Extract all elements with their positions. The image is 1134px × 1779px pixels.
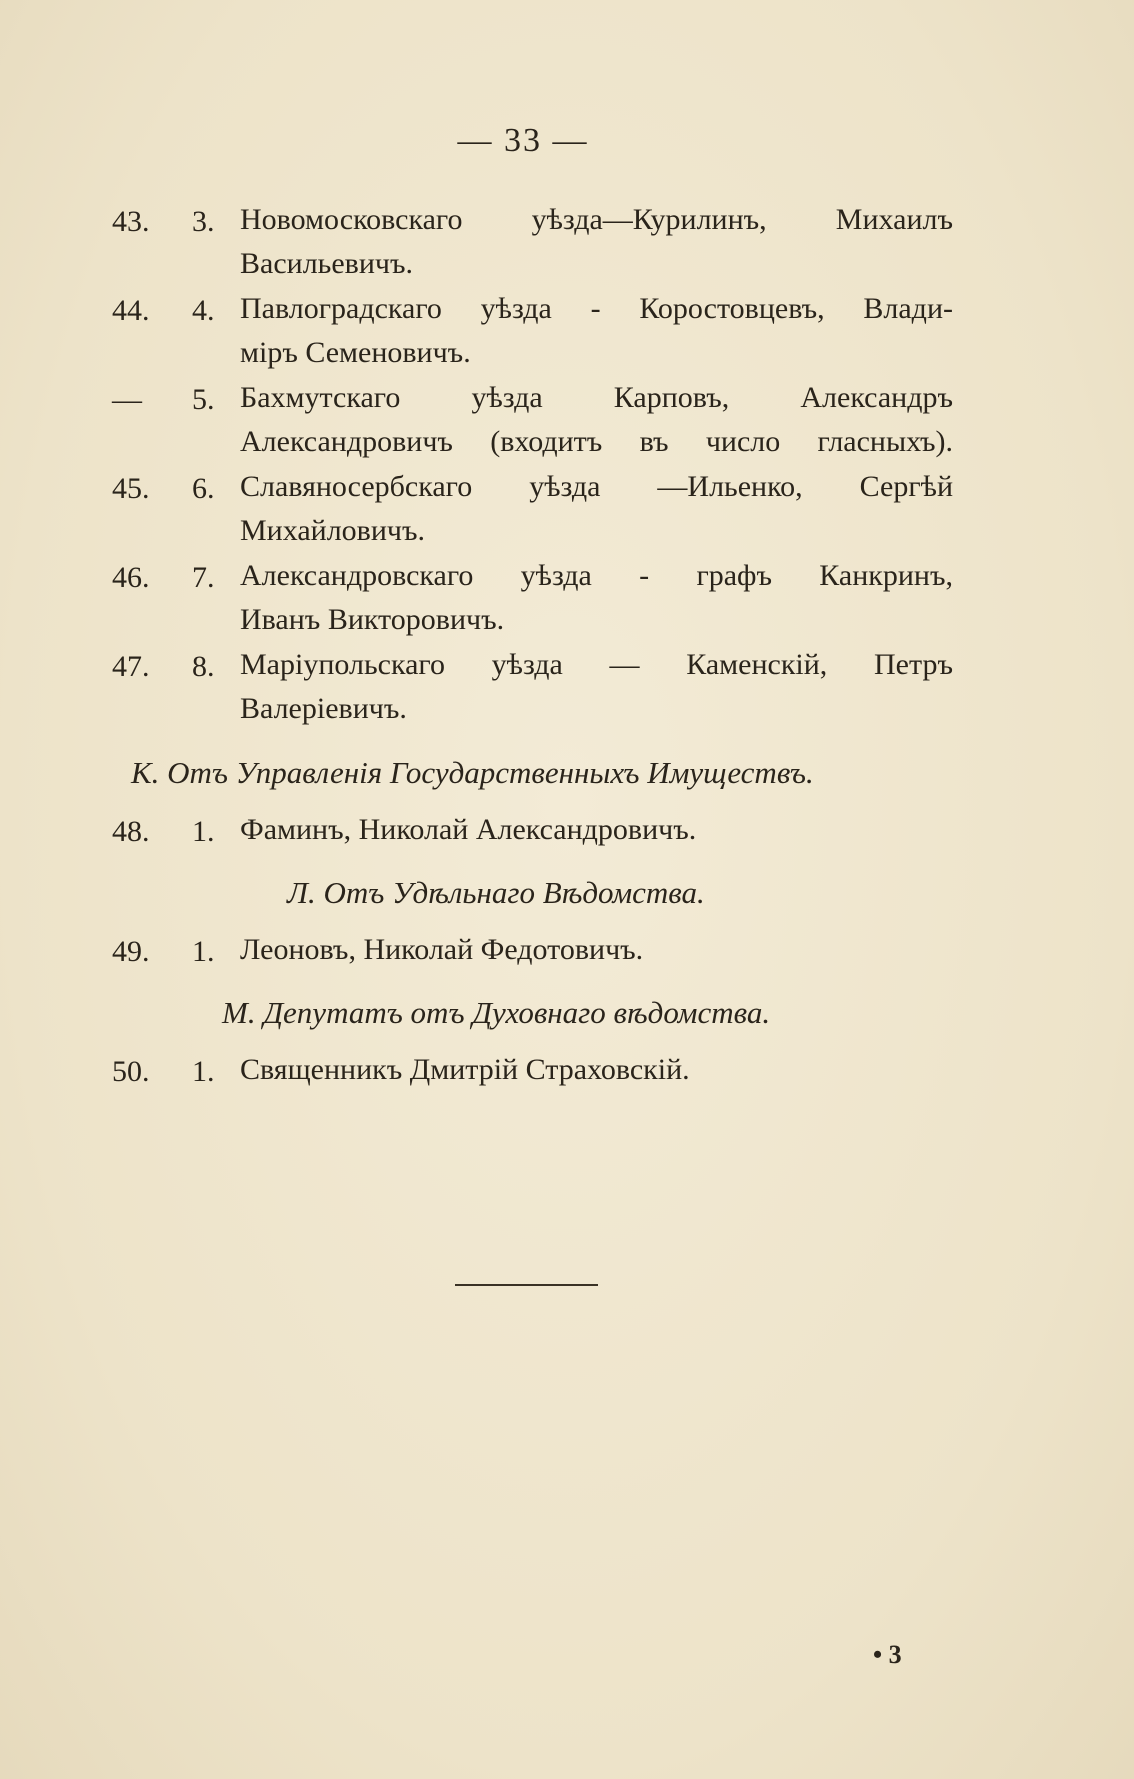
entry-text xyxy=(240,287,953,375)
entry-line: Новомосковскаго уѣзда—Курилинъ, Михаилъ xyxy=(240,203,953,236)
entry-text xyxy=(240,376,953,464)
entry-line: Михайловичъ. xyxy=(240,514,425,547)
section-heading: К. Отъ Управленія Государственныхъ Имуществъ. xyxy=(131,755,814,790)
entry-number: 45. xyxy=(112,472,150,505)
entry-line: Фаминъ, Николай Александровичъ. xyxy=(240,813,697,846)
section-heading: Л. Отъ Удѣльнаго Вѣдомства. xyxy=(287,875,705,910)
entry-index: 8. xyxy=(192,650,215,683)
entry-text xyxy=(240,928,953,972)
entry-index: 4. xyxy=(192,294,215,327)
entry-text xyxy=(240,465,953,553)
entry-line: Васильевичъ. xyxy=(240,247,413,280)
entry-text xyxy=(240,643,953,731)
entry-index: 1. xyxy=(192,815,215,848)
entry-number: 50. xyxy=(112,1055,150,1088)
entry-number: 48. xyxy=(112,815,150,848)
entry-line: Александровскаго уѣзда - графъ Канкринъ, xyxy=(240,559,953,592)
section-divider xyxy=(455,1284,598,1286)
entry-index: 1. xyxy=(192,1055,215,1088)
entry-text xyxy=(240,1048,953,1092)
entry-line: Леоновъ, Николай Федотовичъ. xyxy=(240,933,644,966)
entry-number: 47. xyxy=(112,650,150,683)
entry-number: 44. xyxy=(112,294,150,327)
entry-index: 3. xyxy=(192,205,215,238)
entry-line: Маріупольскаго уѣзда — Каменскій, Петръ xyxy=(240,648,953,681)
entry-number: 46. xyxy=(112,561,150,594)
entry-line: Бахмутскаго уѣзда Карповъ, Александръ xyxy=(240,381,953,414)
signature-mark: • 3 xyxy=(873,1640,902,1669)
entry-line: Славяносербскаго уѣзда —Ильенко, Сергѣй xyxy=(240,470,953,503)
entry-number: — xyxy=(112,383,142,416)
entry-line: Иванъ Викторовичъ. xyxy=(240,603,505,636)
entry-line: Александровичъ (входитъ въ число гласныхъ). xyxy=(240,425,953,458)
entry-index: 7. xyxy=(192,561,215,594)
entry-line: Павлоградскаго уѣзда - Коростовцевъ, Влади- xyxy=(240,292,953,325)
entry-index: 1. xyxy=(192,935,215,968)
entry-text xyxy=(240,554,953,642)
entry-text xyxy=(240,198,953,286)
entry-index: 5. xyxy=(192,383,215,416)
entry-text xyxy=(240,808,953,852)
entry-line: міръ Семеновичъ. xyxy=(240,336,471,369)
entry-number: 49. xyxy=(112,935,150,968)
entry-line: Валеріевичъ. xyxy=(240,692,407,725)
entry-index: 6. xyxy=(192,472,215,505)
page-number: — 33 — xyxy=(457,122,589,159)
section-heading: М. Депутатъ отъ Духовнаго вѣдомства. xyxy=(222,995,771,1030)
entry-line: Священникъ Дмитрій Страховскій. xyxy=(240,1053,690,1086)
entry-number: 43. xyxy=(112,205,150,238)
